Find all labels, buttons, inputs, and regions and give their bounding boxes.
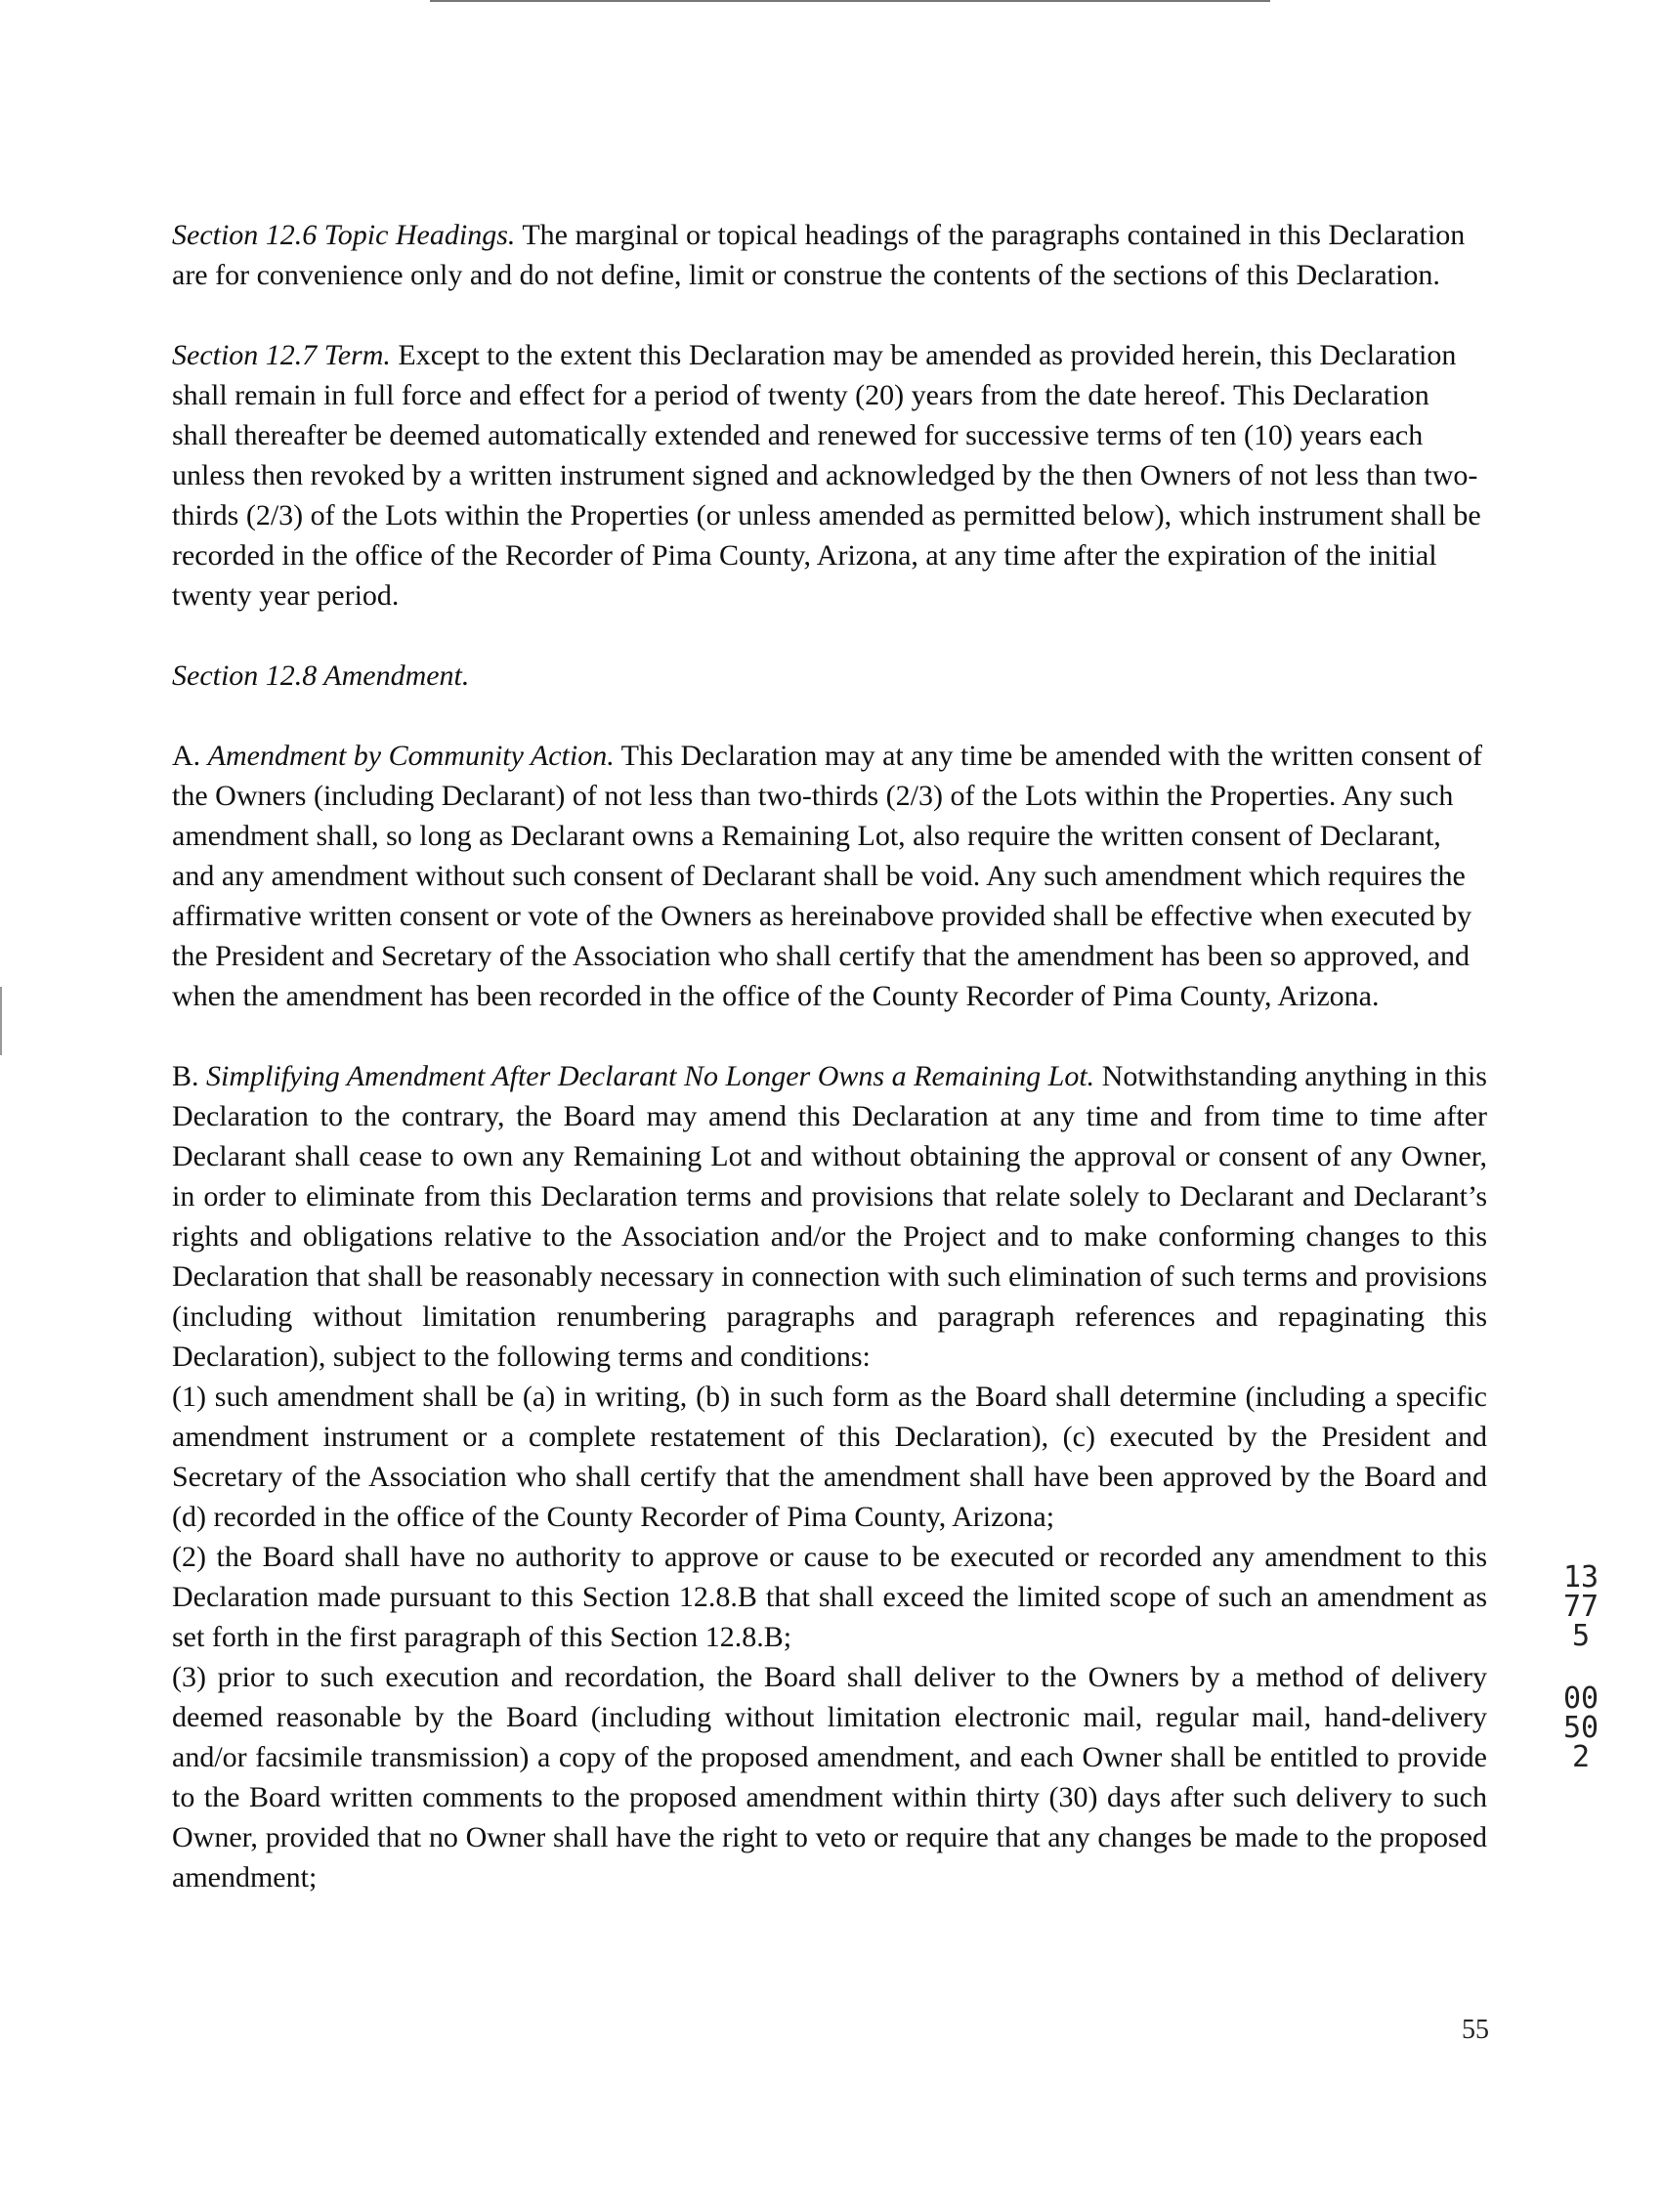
section-text: Except to the extent this Declaration may be amended as provided herein, this Declaration shall remain in full force and effect for a period of twenty (20) years from the date hereof. This Declaration shall thereafter be deemed automatically extended and renewed for successive terms of ten (10) years each unless then revoked by a written instrument signed and acknowledged by the then Owners of not less than two-thirds (2/3) of the Lots within the Properties (or unless amended as permitted below), which instrument shall be recorded in the office of the Recorder of Pima County, Arizona, at any time after the expiration of the initial twenty year period. [172, 339, 1481, 612]
section-12-6 [172, 215, 1487, 295]
recording-book-number: 13775 [1562, 1560, 1599, 1653]
subsection-heading: Simplifying Amendment After Declarant No Longer Owns a Remaining Lot. [206, 1060, 1095, 1092]
recording-stamp [1561, 1560, 1600, 1774]
section-heading: Section 12.7 Term. [172, 339, 391, 371]
document-body [172, 215, 1487, 1897]
scan-top-rule [430, 0, 1270, 2]
scan-edge-mark [0, 987, 2, 1055]
subsection-text: This Declaration may at any time be amended with the written consent of the Owners (including Declarant) of not less than two-thirds (2/3) of the Lots within the Properties. Any such amendment shall, so long as Declarant owns a Remaining Lot, also require the written consent of Declarant, and any amendment without such consent of Declarant shall be void. Any such amendment which requires the affirmative written consent or vote of the Owners as hereinabove provided shall be effective when executed by the President and Secretary of the Association who shall certify that the amendment has been so approved, and when the amendment has been recorded in the office of the County Recorder of Pima County, Arizona. [172, 740, 1483, 1012]
section-12-8 [172, 656, 1487, 696]
section-text: The marginal or topical headings of the paragraphs contained in this Declaration are for convenience only and do not define, limit or construe the contents of the sections of this Declaration. [172, 219, 1466, 291]
condition-item: (3) prior to such execution and recordation, the Board shall deliver to the Owners by a method of delivery deemed reasonable by the Board (including without limitation electronic mail, regular mail, hand-delivery and/or facsimile transmission) a copy of the proposed amendment, and each Owner shall be entitled to provide to the Board written comments to the proposed amendment within thirty (30) days after such delivery to such Owner, provided that no Owner shall have the right to veto or require that any changes be made to the proposed amendment; [172, 1661, 1487, 1893]
condition-item: (2) the Board shall have no authority to approve or cause to be executed or recorded any amendment to this Declaration made pursuant to this Section 12.8.B that shall exceed the limited scope of such an amendment as set forth in the first paragraph of this Section 12.8.B; [172, 1541, 1487, 1653]
subsection-prefix: A. [172, 740, 208, 772]
section-heading: Section 12.6 Topic Headings. [172, 219, 516, 251]
amendment-b [172, 1056, 1487, 1377]
amendment-a [172, 736, 1487, 1016]
section-12-7 [172, 335, 1487, 616]
recording-page-number: 00502 [1562, 1681, 1599, 1774]
subsection-text: Notwithstanding anything in this Declaration to the contrary, the Board may amend this Declaration at any time and from time to time after Declarant shall cease to own any Remaining Lot and without obtaining the approval or consent of any Owner, in order to eliminate from this Declaration terms and provisions that relate solely to Declarant and Declarant’s rights and obligations relative to the Association and/or the Project and to make conforming changes to this Declaration that shall be reasonably necessary in connection with such elimination of such terms and provisions (including without limitation renumbering paragraphs and paragraph references and repaginating this Declaration), subject to the following terms and conditions: [172, 1060, 1487, 1373]
stamp-gap [1561, 1651, 1600, 1684]
section-heading: Section 12.8 Amendment. [172, 659, 470, 692]
subsection-prefix: B. [172, 1060, 207, 1092]
condition-item: (1) such amendment shall be (a) in writing, (b) in such form as the Board shall determine (including a specific amendment instrument or a complete restatement of this Declaration), (c) executed by the President and Secretary of the Association who shall certify that the amendment shall have been approved by the Board and (d) recorded in the office of the County Recorder of Pima County, Arizona; [172, 1381, 1487, 1533]
page-number: 55 [1462, 2015, 1489, 2045]
subsection-heading: Amendment by Community Action. [207, 740, 615, 772]
